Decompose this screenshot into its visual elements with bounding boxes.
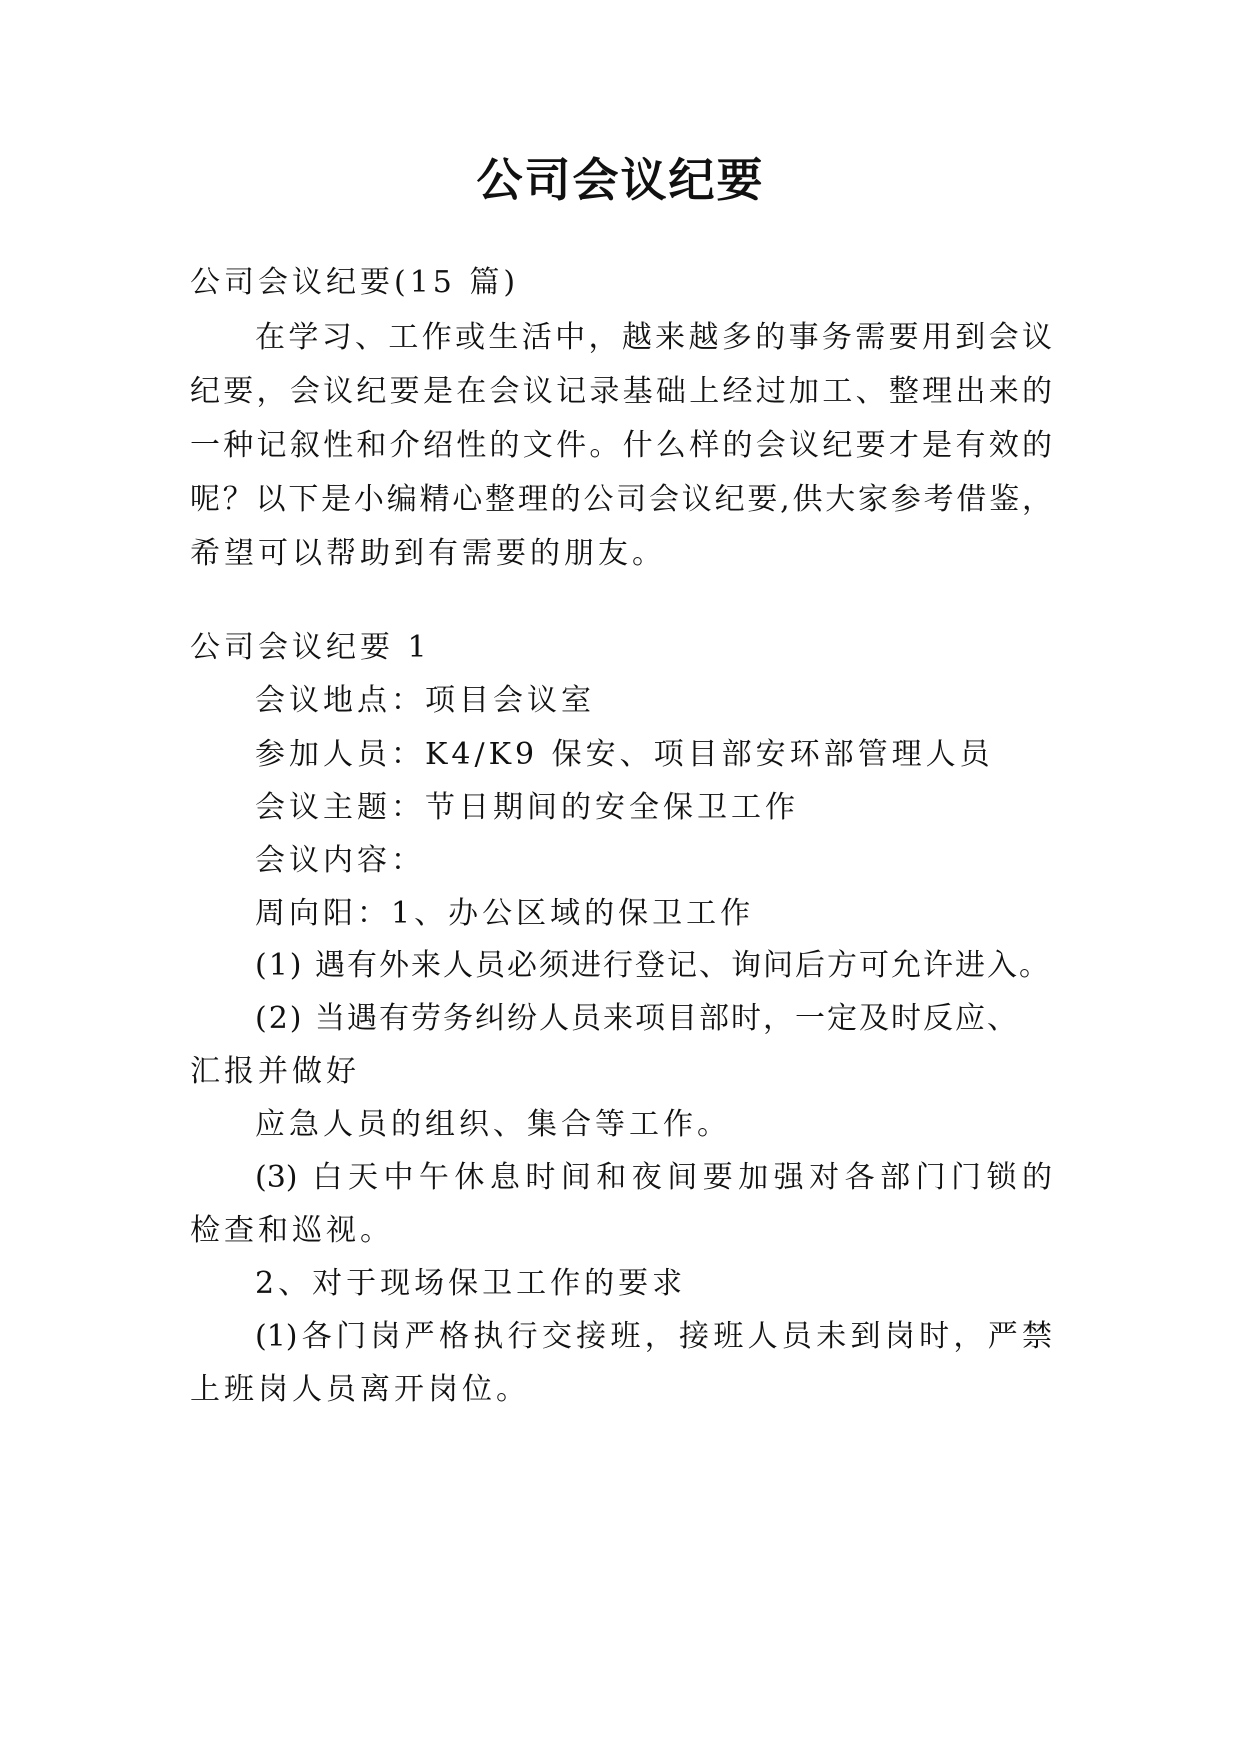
intro-line-2: 纪要，会议纪要是在会议记录基础上经过加工、整理出来的 [190, 374, 1052, 409]
item-3-line-2: 检查和巡视。 [190, 1213, 394, 1248]
item-2-line-2: 汇报并做好 [190, 1054, 360, 1089]
section-heading: 公司会议纪要 1 [190, 630, 431, 665]
intro-line-3: 一种记叙性和介绍性的文件。什么样的会议纪要才是有效的 [190, 428, 1052, 463]
subtitle: 公司会议纪要(15 篇) [190, 265, 520, 300]
item-2-line-3: 应急人员的组织、集合等工作。 [255, 1107, 731, 1142]
part-2-item-1-line-1: (1)各门岗严格执行交接班，接班人员未到岗时，严禁 [255, 1319, 1052, 1354]
meeting-location: 会议地点：项目会议室 [255, 683, 595, 718]
meeting-topic: 会议主题：节日期间的安全保卫工作 [255, 790, 799, 825]
intro-line-4: 呢？以下是小编精心整理的公司会议纪要,供大家参考借鉴， [190, 482, 1052, 517]
intro-line-5: 希望可以帮助到有需要的朋友。 [190, 536, 666, 571]
document-title: 公司会议纪要 [476, 153, 765, 207]
speaker-item: 周向阳：1、办公区域的保卫工作 [255, 896, 755, 931]
meeting-attendees: 参加人员：K4/K9 保安、项目部安环部管理人员 [255, 737, 994, 772]
meeting-content-label: 会议内容： [255, 843, 425, 878]
part-2-item-1-line-2: 上班岗人员离开岗位。 [190, 1372, 530, 1407]
item-2-line-1: (2) 当遇有劳务纠纷人员来项目部时，一定及时反应、 [255, 1001, 1020, 1036]
intro-line-1: 在学习、工作或生活中，越来越多的事务需要用到会议 [255, 320, 1052, 355]
part-2-heading: 2、对于现场保卫工作的要求 [255, 1266, 687, 1301]
item-3-line-1: (3) 白天中午休息时间和夜间要加强对各部门门锁的 [255, 1160, 1052, 1195]
item-1: (1) 遇有外来人员必须进行登记、询问后方可允许进入。 [255, 948, 1052, 983]
